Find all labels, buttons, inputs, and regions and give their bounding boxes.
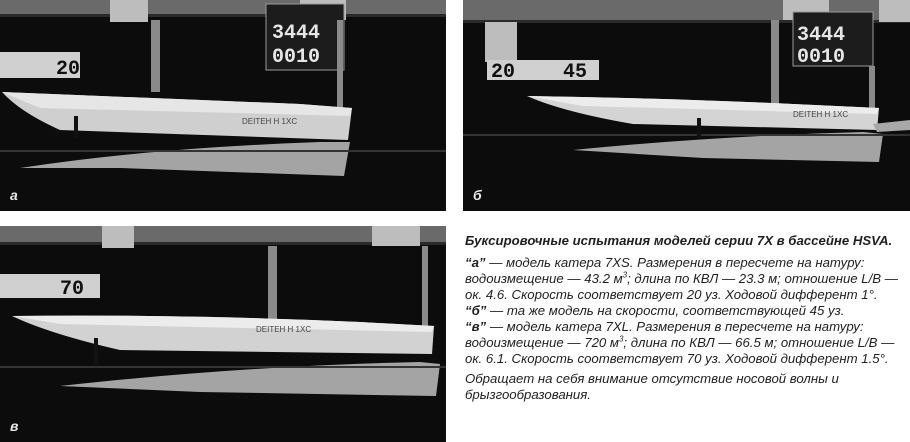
caption-note: Обращает на себя внимание отсутствие носовой волны и брызгообразования.: [465, 371, 839, 402]
counter-bottom: 0010: [797, 46, 846, 69]
caption-text-a-2: ; длина по КВЛ — 23.3 м; отношение L/B — ок. 4.6. Скорость соответствует 20 уз. Ходовой дифферент 1°.: [465, 271, 898, 302]
panel-label-c: в: [10, 418, 19, 434]
counter-top: 3444: [272, 22, 321, 45]
caption-text-c-1: — модель катера 7XL. Размерения в пересчете на натуру: водоизмещение — 720 м: [465, 319, 864, 350]
photo-a-image: [0, 0, 446, 211]
caption-tag-b: “б”: [465, 303, 487, 318]
caption-title: Буксировочные испытания моделей серии 7Х в бассейне HSVA.: [465, 233, 893, 248]
speed-sign: 70: [60, 278, 85, 301]
caption-text-c-2: ; длина по КВЛ — 66.5 м; отношение L/B — ок. 6.1. Скорость соответствует 70 уз. Ходовой дифферент 1.5°.: [465, 335, 895, 366]
photo-c: [0, 226, 446, 442]
speed-sign: 20: [56, 58, 81, 81]
caption-tag-a: “а”: [465, 255, 486, 270]
counter-bottom: 0010: [272, 46, 321, 69]
photo-a: [0, 0, 446, 211]
speed-sign-2: 45: [563, 61, 588, 84]
panel-label-b: б: [473, 187, 482, 203]
caption-text-b: — та же модель на скорости, соответствующей 45 уз.: [486, 303, 845, 318]
photo-c-image: [0, 226, 446, 442]
caption-text-a-1: — модель катера 7XS. Размерения в пересчете на натуру: водоизмещение — 43.2 м: [465, 255, 865, 286]
figure-caption: [465, 233, 907, 407]
speed-sign: 20: [491, 61, 516, 84]
panel-label-a: а: [10, 187, 18, 203]
caption-item-a: [465, 255, 907, 367]
hull-marking: DEITEH H 1XC: [256, 325, 312, 334]
caption-tag-c: “в”: [465, 319, 487, 334]
counter-top: 3444: [797, 24, 846, 47]
hull-marking: DEITEH H 1XC: [793, 110, 849, 119]
hull-marking: DEITEH H 1XC: [242, 117, 298, 126]
caption-sup-a: 3: [622, 270, 628, 280]
photo-b: [463, 0, 910, 211]
caption-sup-c: 3: [618, 334, 624, 344]
photo-b-image: [463, 0, 910, 211]
